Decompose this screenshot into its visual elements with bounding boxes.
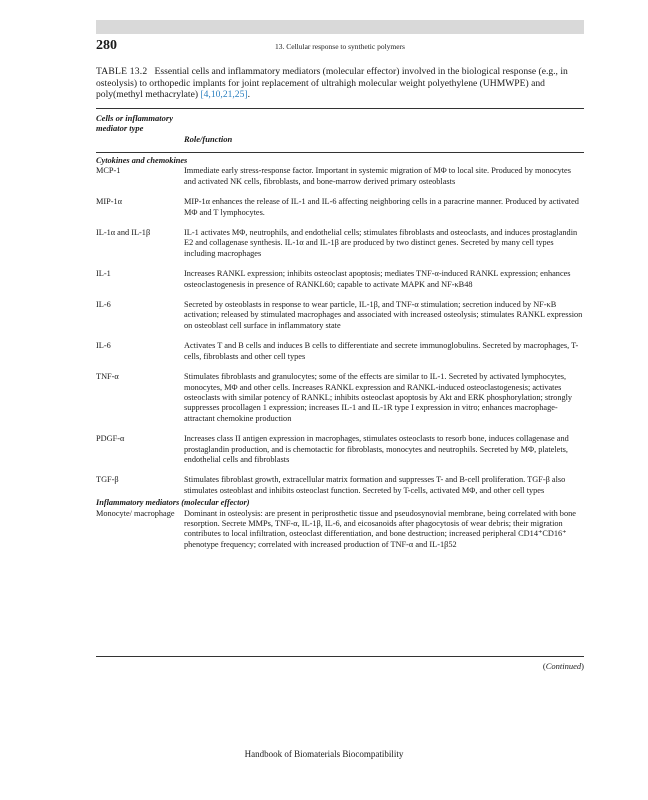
row-name: IL-1 <box>96 269 111 279</box>
row-name: Monocyte/ macrophage <box>96 508 175 518</box>
table-header-rule <box>96 152 584 153</box>
row-name: PDGF-α <box>96 434 125 444</box>
page-number: 280 <box>96 38 117 53</box>
page-header <box>96 38 584 56</box>
table-row <box>96 509 584 551</box>
row-text: IL-1 activates MΦ, neutrophils, and endothelial cells; stimulates fibroblasts and osteoclasts, and induces prostaglandin E2 and collagenase synthesis. IL-1α and IL-1β are produced by two distinct genes. Secreted by many cell types including macrophages <box>184 228 578 258</box>
table-row <box>96 341 584 362</box>
row-text: Increases RANKL expression; inhibits osteoclast apoptosis; mediates TNF-α-induced RANKL expression; enhances osteoclastogenesis in presence of RANKL60; capable to activate MAPK and NF-κB48 <box>184 269 571 289</box>
table-caption <box>96 66 584 101</box>
row-name: IL-6 <box>96 341 111 351</box>
row-name: IL-1α and IL-1β <box>96 228 151 238</box>
page-footer: Handbook of Biomaterials Biocompatibility <box>244 749 404 759</box>
row-name: MIP-1α <box>96 197 123 207</box>
table-label: TABLE 13.2 <box>96 66 148 77</box>
continued-label: (Continued) <box>542 661 584 671</box>
top-gray-bar <box>96 20 584 34</box>
running-head: 13. Cellular response to synthetic polymers <box>275 42 405 51</box>
row-text: Activates T and B cells and induces B cells to differentiate and secrete immunoglobulins. Secreted by macrophages, T-cells, fibroblasts and other cell types <box>184 341 579 361</box>
row-text: Stimulates fibroblasts and granulocytes; some of the effects are similar to IL-1. Secreted by activated lymphocytes, monocytes, MΦ and other cells. Increases RANKL expression and RANKL-induced osteoclastogenesis; activates osteoclasts with similar potency of RANKL; inhibits osteoclast apoptosis by Akt and ERK phosphorylation; strongly suppresses procollagen 1 expression; increases IL-1 and IL-1R type I expression in vitro; enhances macrophage-attractant chemokine production <box>184 372 573 423</box>
row-text: Dominant in osteolysis: are present in periprosthetic tissue and pseudosynovial membrane, being correlated with bone resorption. Secrete MMPs, TNF-α, IL-1β, IL-6, and eicosanoids after phagocytosis of wear debris; their migration contributes to local infiltration, osteoclast differentiation, and bone destruction; increased peripheral CD14⁺CD16⁺ phenotype frequency; correlated with increased production of TNF-α and IL-1β52 <box>184 508 576 549</box>
table-top-rule <box>96 108 584 109</box>
table-bottom-rule <box>96 656 584 657</box>
row-text: Immediate early stress-response factor. Important in systemic migration of MΦ to local site. Produced by monocytes and activated NK cells, fibroblasts, and bone-marrow derived primary osteoblasts <box>184 166 571 186</box>
row-text: Stimulates fibroblast growth, extracellular matrix formation and suppresses T- and B-cell proliferation. TGF-β also stimulates osteoblast and inhibits osteoclast function. Secreted by T-cells, activated MΦ, and other cell types <box>184 475 566 495</box>
row-text: MIP-1α enhances the release of IL-1 and IL-6 affecting neighboring cells in a paracrine manner. Produced by activated MΦ and T lymphocytes. <box>184 197 579 217</box>
row-name: TGF-β <box>96 475 119 485</box>
caption-text: Essential cells and inflammatory mediators (molecular effector) involved in the biological response (e.g., in osteolysis) to orthopedic implants for joint replacement of ultrahigh molecular weight polyethylene (UHMWPE) and poly(methyl methacrylate) <box>96 66 568 101</box>
table-row <box>96 300 584 331</box>
column-header-role: Role/function <box>184 134 233 144</box>
table-row <box>96 434 584 465</box>
row-text: Secreted by osteoblasts in response to wear particle, IL-1β, and TNF-α stimulation; secretion induced by NF-κB activation; released by stimulated macrophages and associated with increased osteolysis; stimulates RANKL expression on osteoblast cell surface in inflammatory state <box>184 300 583 330</box>
table-row <box>96 269 584 290</box>
row-text: Increases class II antigen expression in macrophages, stimulates osteoclasts to resorb bone, induces collagenase and prostaglandin production, and is chemotactic for fibroblasts, monocytes and neutrophils. Secreted by MΦ, platelets, endothelial cells and fibroblasts <box>184 434 569 464</box>
table-row <box>96 166 584 187</box>
table-row <box>96 197 584 218</box>
section-title-mediators: Inflammatory mediators (molecular effector) <box>96 498 250 508</box>
continued-text: Continued <box>545 661 582 671</box>
caption-references[interactable]: [4,10,21,25] <box>200 89 248 101</box>
row-name: MCP-1 <box>96 166 121 176</box>
caption-end: . <box>247 89 251 101</box>
table-row <box>96 475 584 496</box>
row-name: IL-6 <box>96 300 111 310</box>
column-header-cells: Cells or inflammatory mediator type <box>96 113 173 134</box>
table-body <box>96 156 584 550</box>
row-name: TNF-α <box>96 372 119 382</box>
table-row <box>96 372 584 424</box>
section-title-cytokines: Cytokines and chemokines <box>96 156 188 165</box>
table-row <box>96 228 584 259</box>
